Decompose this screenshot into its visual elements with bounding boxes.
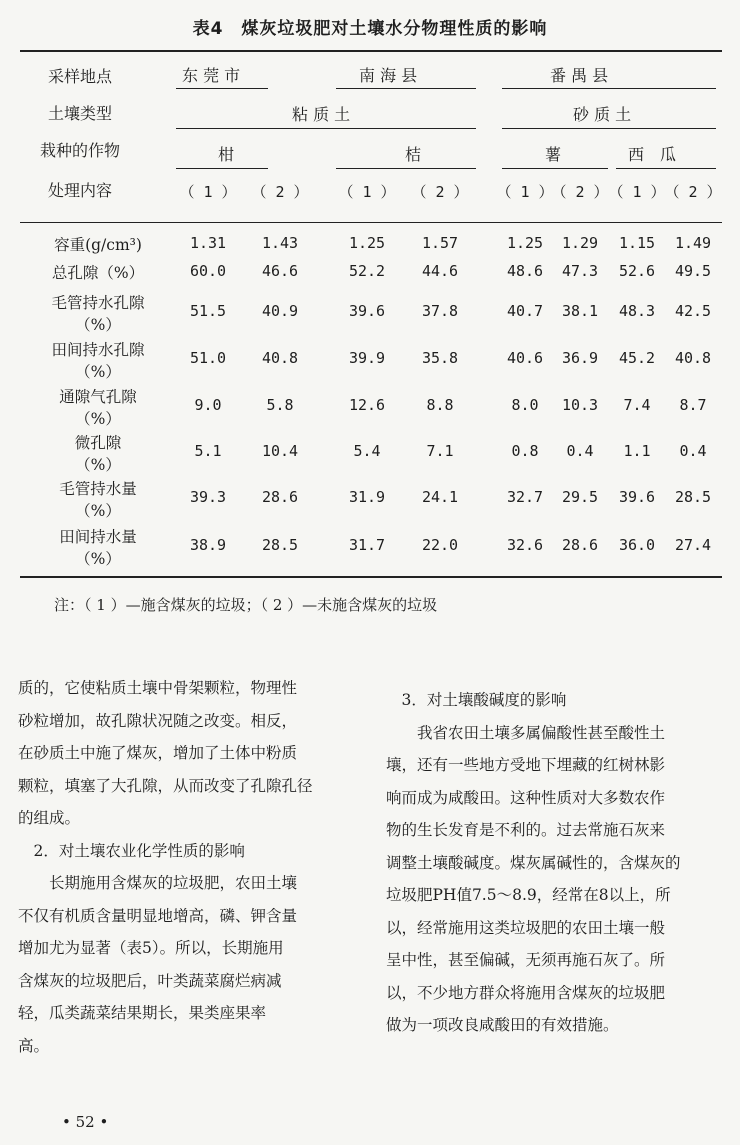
paragraph-line: 颗粒，填塞了大孔隙，从而改变了孔隙孔径: [18, 776, 313, 795]
row-label: [36, 339, 160, 383]
site-panyu: 番 禺 县: [550, 66, 609, 85]
row-label-line: 毛管持水量: [59, 480, 137, 498]
treatment-header: （ 2 ）: [664, 183, 722, 201]
row-label-line: 毛管持水孔隙: [51, 294, 145, 312]
crop-tangerine: 桔: [405, 145, 422, 164]
row-label: [36, 262, 160, 284]
table-cell: 45.2: [618, 349, 656, 367]
table-cell: 8.8: [426, 396, 454, 414]
table-cell: 10.4: [261, 442, 299, 460]
table-cell: 28.6: [261, 488, 299, 506]
row-label-line: 总孔隙（%）: [51, 264, 145, 282]
paragraph-line: 响而成为咸酸田。这种性质对大多数农作: [386, 788, 666, 807]
row-label: [36, 292, 160, 336]
table-cell: 37.8: [421, 302, 459, 320]
paragraph-line: 做为一项改良咸酸田的有效措施。: [386, 1016, 619, 1034]
table-cell: 36.0: [618, 536, 656, 554]
table-cell: 47.3: [561, 262, 599, 280]
table-cell: 49.5: [674, 262, 712, 280]
table-cell: 1.43: [261, 234, 299, 252]
row-label-line: 通隙气孔隙: [59, 388, 137, 406]
paragraph-line: 不仅有机质含量明显地增高，磷、钾含量: [18, 906, 298, 925]
table-cell: 39.6: [348, 302, 386, 320]
table-cell: 28.5: [261, 536, 299, 554]
crop-underline: [616, 168, 716, 169]
table-cell: 51.0: [189, 349, 227, 367]
crop-mandarin: 柑: [218, 145, 235, 164]
page-number: • 52 •: [62, 1113, 109, 1131]
section-heading: 2．对土壤农业化学性质的影响: [18, 841, 245, 860]
paragraph-line: 在砂质土中施了煤灰，增加了土体中粉质: [18, 744, 298, 762]
site-underline: [176, 88, 268, 89]
row-label: [36, 526, 160, 570]
treatment-header: （ 2 ）: [551, 183, 609, 201]
table-cell: 0.4: [679, 442, 707, 460]
right-text-column: [386, 684, 681, 1042]
paragraph-line: 以，不少地方群众将施用含煤灰的垃圾肥: [386, 983, 666, 1002]
table-cell: 60.0: [189, 262, 227, 280]
table-cell: 39.9: [348, 349, 386, 367]
table-cell: 1.31: [189, 234, 227, 252]
table-cell: 7.1: [426, 442, 454, 460]
paragraph-line: 高。: [18, 1036, 50, 1055]
table-cell: 44.6: [421, 262, 459, 280]
treatment-header: （ 2 ）: [251, 183, 309, 201]
table-cell: 38.9: [189, 536, 227, 554]
paragraph-line: 壤，还有一些地方受地下埋藏的红树林影: [386, 756, 666, 774]
table-cell: 5.8: [266, 396, 294, 414]
paragraph-line: 调整土壤酸碱度。煤灰属碱性的，含煤灰的: [386, 853, 681, 872]
site-nanhai: 南 海 县: [359, 66, 418, 85]
row-label-line: （%）: [75, 363, 121, 381]
table-cell: 7.4: [623, 396, 651, 414]
table-cell: 46.6: [261, 262, 299, 280]
table-cell: 39.6: [618, 488, 656, 506]
header-treatment-label: 处理内容: [48, 181, 113, 200]
table-cell: 10.3: [561, 396, 599, 414]
row-label-line: 微孔隙: [74, 434, 122, 452]
table-cell: 1.15: [618, 234, 656, 252]
row-label-line: 田间持水量: [59, 528, 137, 546]
table-cell: 51.5: [189, 302, 227, 320]
site-dongguan: 东 莞 市: [182, 66, 241, 85]
table-cell: 40.9: [261, 302, 299, 320]
row-label: [36, 432, 160, 476]
crop-sweet-potato: 薯: [545, 145, 562, 164]
table-cell: 0.4: [566, 442, 594, 460]
paragraph-line: 长期施用含煤灰的垃圾肥，农田土壤: [18, 874, 298, 892]
table-cell: 35.8: [421, 349, 459, 367]
soil-clay: 粘 质 土: [292, 105, 351, 124]
table-cell: 40.7: [506, 302, 544, 320]
header-site-label: 采样地点: [48, 67, 113, 86]
table-cell: 1.49: [674, 234, 712, 252]
paragraph-line: 含煤灰的垃圾肥后，叶类蔬菜腐烂病减: [18, 971, 282, 990]
table-cell: 32.6: [506, 536, 544, 554]
table-cell: 1.1: [623, 442, 651, 460]
table-note: 注：（ 1 ）—施含煤灰的垃圾；（ 2 ）—未施含煤灰的垃圾: [54, 596, 438, 614]
row-label-line: （%）: [75, 456, 121, 474]
row-label-line: （%）: [75, 316, 121, 334]
table-cell: 40.8: [674, 349, 712, 367]
site-underline: [502, 88, 716, 89]
paragraph-line: 质的，它使粘质土壤中骨架颗粒，物理性: [18, 679, 298, 697]
table-cell: 48.3: [618, 302, 656, 320]
table-cell: 29.5: [561, 488, 599, 506]
table-cell: 22.0: [421, 536, 459, 554]
row-label-line: （%）: [75, 502, 121, 520]
section-heading: 3．对土壤酸碱度的影响: [386, 691, 567, 709]
header-divider: [20, 222, 722, 223]
table-cell: 28.5: [674, 488, 712, 506]
table-cell: 1.57: [421, 234, 459, 252]
table-cell: 28.6: [561, 536, 599, 554]
table-bottom-rule: [20, 576, 722, 578]
paragraph-line: 垃圾肥PH值7.5～8.9，经常在8以上，所: [386, 886, 671, 904]
table-cell: 5.4: [353, 442, 381, 460]
row-label-line: （%）: [75, 550, 121, 568]
treatment-header: （ 1 ）: [496, 183, 554, 201]
left-text-column: [18, 672, 313, 1062]
table-cell: 24.1: [421, 488, 459, 506]
table-cell: 1.29: [561, 234, 599, 252]
paragraph-line: 轻，瓜类蔬菜结果期长，果类座果率: [18, 1004, 267, 1022]
table-cell: 8.0: [511, 396, 539, 414]
header-soil-label: 土壤类型: [48, 104, 113, 123]
table-cell: 48.6: [506, 262, 544, 280]
row-label: [36, 478, 160, 522]
paragraph-line: 我省农田土壤多属偏酸性甚至酸性土: [386, 723, 666, 742]
table-cell: 36.9: [561, 349, 599, 367]
table-cell: 27.4: [674, 536, 712, 554]
row-label: [36, 386, 160, 430]
table-cell: 40.6: [506, 349, 544, 367]
table-cell: 38.1: [561, 302, 599, 320]
paragraph-line: 增加尤为显著（表5）。所以，长期施用: [18, 939, 284, 957]
paragraph-line: 物的生长发育是不利的。过去常施石灰来: [386, 821, 666, 839]
table-title: 表4 煤灰垃圾肥对土壤水分物理性质的影响: [192, 19, 548, 39]
table-cell: 1.25: [348, 234, 386, 252]
table-cell: 8.7: [679, 396, 707, 414]
paragraph-line: 的组成。: [18, 809, 81, 827]
table-cell: 31.9: [348, 488, 386, 506]
table-cell: 52.6: [618, 262, 656, 280]
row-label-line: 容重(g/cm³): [54, 236, 142, 254]
table-cell: 5.1: [194, 442, 222, 460]
paragraph-line: 砂粒增加，故孔隙状况随之改变。相反，: [18, 711, 298, 730]
table-cell: 39.3: [189, 488, 227, 506]
paragraph-line: 以，经常施用这类垃圾肥的农田土壤一般: [386, 918, 666, 937]
paragraph-line: 呈中性，甚至偏碱，无须再施石灰了。所: [386, 951, 666, 969]
crop-underline: [176, 168, 268, 169]
row-label-line: （%）: [75, 410, 121, 428]
table-cell: 1.25: [506, 234, 544, 252]
table-cell: 52.2: [348, 262, 386, 280]
site-underline: [336, 88, 476, 89]
table-cell: 31.7: [348, 536, 386, 554]
row-label: [36, 234, 160, 256]
header-crop-label: 栽种的作物: [40, 141, 121, 160]
treatment-header: （ 1 ）: [338, 183, 396, 201]
table-cell: 9.0: [194, 396, 222, 414]
treatment-header: （ 2 ）: [411, 183, 469, 201]
table-cell: 0.8: [511, 442, 539, 460]
table-cell: 32.7: [506, 488, 544, 506]
soil-sandy: 砂 质 土: [573, 105, 632, 124]
soil-underline: [176, 128, 476, 129]
table-cell: 40.8: [261, 349, 299, 367]
table-top-rule: [20, 50, 722, 52]
table-cell: 12.6: [348, 396, 386, 414]
treatment-header: （ 1 ）: [179, 183, 237, 201]
treatment-header: （ 1 ）: [608, 183, 666, 201]
crop-underline: [336, 168, 476, 169]
table-cell: 42.5: [674, 302, 712, 320]
soil-underline: [502, 128, 716, 129]
crop-watermelon: 西 瓜: [628, 145, 677, 164]
crop-underline: [502, 168, 608, 169]
row-label-line: 田间持水孔隙: [51, 341, 145, 359]
